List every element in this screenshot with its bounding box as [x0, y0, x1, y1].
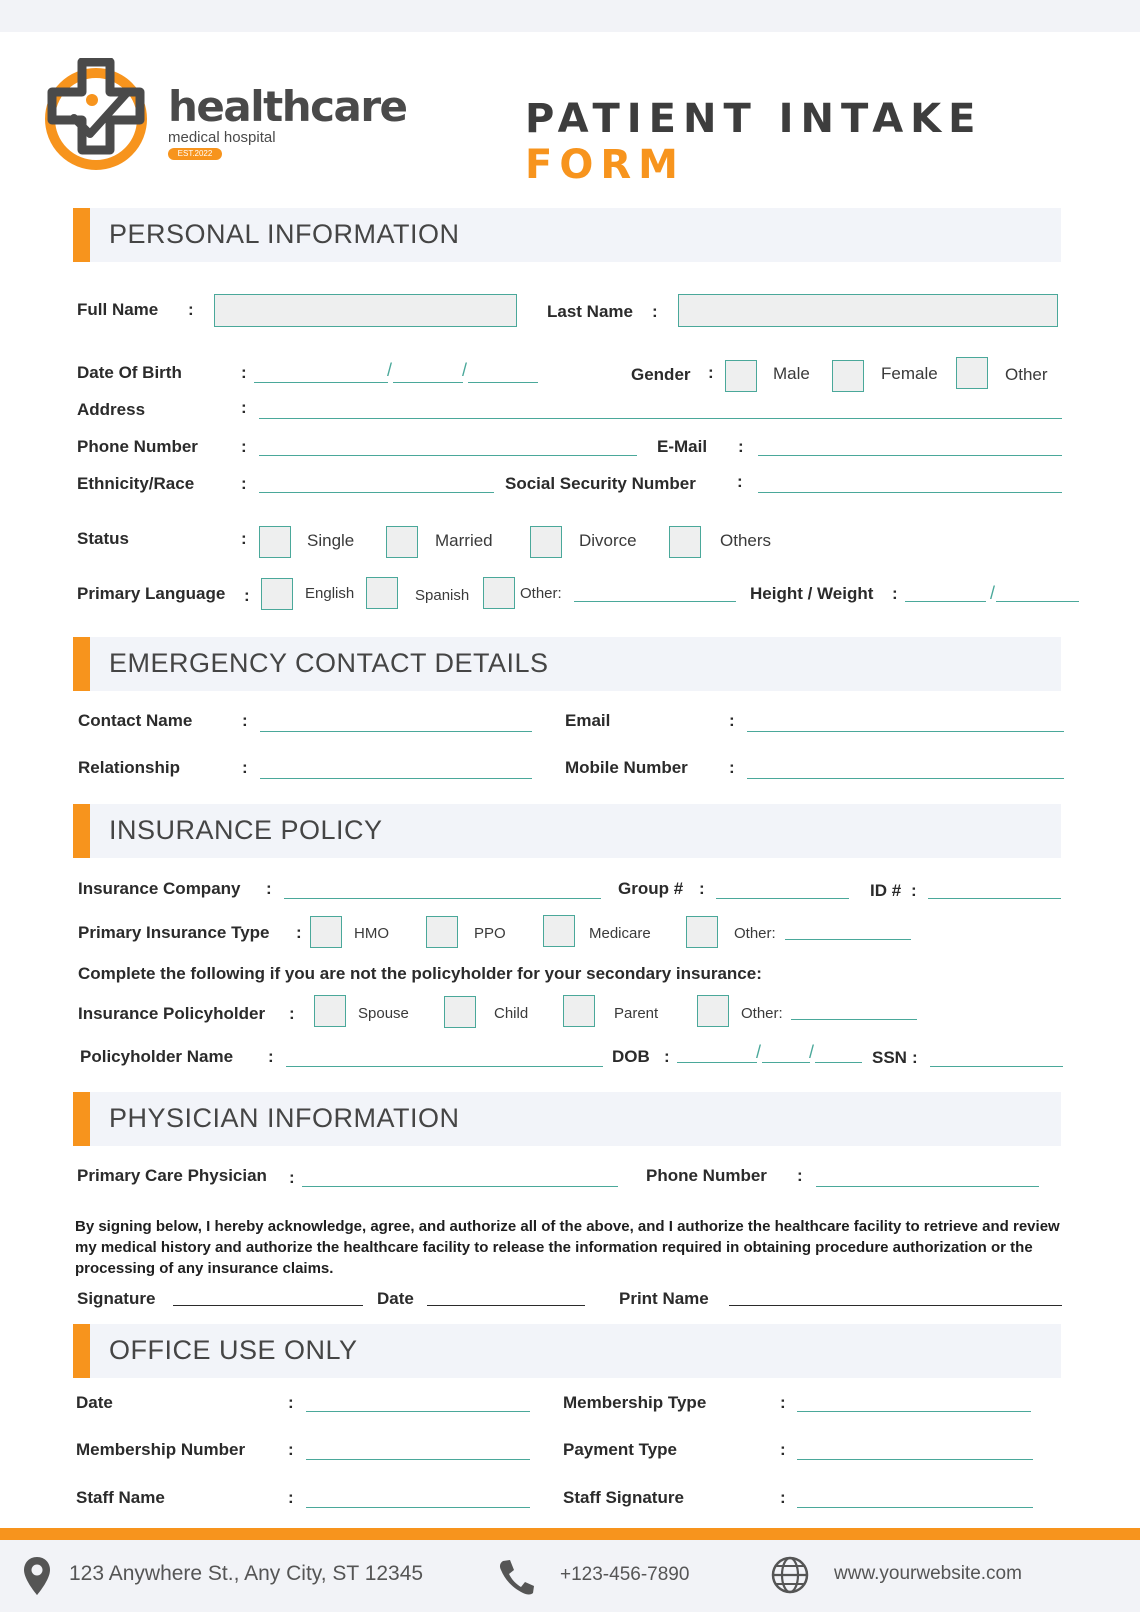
- policyholder-parent-label: Parent: [614, 1005, 659, 1022]
- language-spanish-label: Spanish: [415, 587, 470, 604]
- group-number-field[interactable]: [716, 898, 849, 899]
- gender-label: Gender: [631, 365, 691, 384]
- policyholder-name-field[interactable]: [286, 1066, 603, 1067]
- status-label: Status: [77, 529, 129, 548]
- gender-female-label: Female: [881, 364, 938, 383]
- membership-number-field[interactable]: [306, 1459, 530, 1460]
- primary-care-physician-field[interactable]: [302, 1186, 618, 1187]
- phone-icon: [497, 1558, 537, 1596]
- policyholder-parent-checkbox[interactable]: [563, 995, 595, 1027]
- insurance-other-field[interactable]: [785, 939, 911, 940]
- dob-year-field[interactable]: [468, 382, 538, 383]
- location-pin-icon: [22, 1555, 52, 1597]
- status-single-label: Single: [307, 531, 355, 550]
- gender-male-label: Male: [773, 364, 810, 383]
- status-married-label: Married: [435, 531, 493, 550]
- dob-label: Date Of Birth: [77, 363, 182, 382]
- policyholder-other-checkbox[interactable]: [697, 995, 729, 1027]
- phone-field[interactable]: [259, 455, 637, 456]
- relationship-field[interactable]: [260, 778, 532, 779]
- membership-type-label: Membership Type: [563, 1393, 707, 1412]
- consent-paragraph: By signing below, I hereby acknowledge, agree, and authorize all of the above, and I authorize the healthcare facility to retrieve and review my medical history and authorize the healthcare facility to release the information required in obtaining procedure authorization or the processing of any insurance claims.: [75, 1218, 1060, 1277]
- insurance-medicare-label: Medicare: [589, 925, 651, 942]
- signature-label: Signature: [77, 1289, 156, 1308]
- insurance-ppo-label: PPO: [474, 925, 506, 942]
- policyholder-ssn-field[interactable]: [930, 1066, 1063, 1067]
- relationship-label: Relationship: [78, 758, 181, 777]
- top-band: [0, 0, 1140, 32]
- email-field[interactable]: [758, 455, 1062, 456]
- ethnicity-field[interactable]: [259, 492, 494, 493]
- gender-other-label: Other: [1005, 365, 1048, 384]
- payment-type-label: Payment Type: [563, 1440, 678, 1459]
- footer-address: 123 Anywhere St., Any City, ST 12345: [69, 1562, 424, 1585]
- insurance-other-label: Other:: [734, 925, 776, 942]
- insurance-other-checkbox[interactable]: [686, 916, 718, 948]
- insurance-hmo-label: HMO: [354, 925, 389, 942]
- weight-field[interactable]: [996, 601, 1079, 602]
- payment-type-field[interactable]: [797, 1459, 1033, 1460]
- contact-name-label: Contact Name: [78, 711, 193, 730]
- staff-signature-field[interactable]: [797, 1507, 1033, 1508]
- status-single-checkbox[interactable]: [259, 526, 291, 558]
- section-physician-information: PHYSICIAN INFORMATION: [73, 1092, 1061, 1146]
- address-field[interactable]: [259, 418, 1062, 419]
- group-number-label: Group #: [618, 879, 684, 898]
- insurance-medicare-checkbox[interactable]: [543, 915, 575, 947]
- membership-number-label: Membership Number: [76, 1440, 246, 1459]
- policyholder-dob-year-field[interactable]: [815, 1062, 862, 1063]
- gender-other-checkbox[interactable]: [956, 357, 988, 389]
- language-other-field[interactable]: [574, 601, 736, 602]
- policyholder-dob-label: DOB: [612, 1047, 650, 1066]
- language-english-label: English: [305, 585, 355, 602]
- brand-subtitle: medical hospital: [168, 129, 276, 146]
- print-name-field[interactable]: [729, 1305, 1062, 1306]
- footer-website[interactable]: www.yourwebsite.com: [834, 1563, 1022, 1584]
- staff-name-label: Staff Name: [76, 1488, 165, 1507]
- brand-name: healthcare: [168, 82, 407, 131]
- consent-date-label: Date: [377, 1289, 414, 1308]
- status-divorce-checkbox[interactable]: [530, 526, 562, 558]
- height-weight-label: Height / Weight: [750, 584, 874, 603]
- mobile-number-field[interactable]: [747, 778, 1064, 779]
- policyholder-dob-day-field[interactable]: [762, 1062, 810, 1063]
- status-others-label: Others: [720, 531, 772, 550]
- insurance-type-label: Primary Insurance Type: [78, 923, 270, 942]
- print-name-label: Print Name: [619, 1289, 709, 1308]
- emergency-email-field[interactable]: [747, 731, 1064, 732]
- footer-accent-bar: [0, 1528, 1140, 1540]
- insurance-company-field[interactable]: [284, 898, 601, 899]
- consent-date-field[interactable]: [427, 1305, 585, 1306]
- full-name-input[interactable]: [214, 294, 517, 327]
- language-english-checkbox[interactable]: [261, 578, 293, 610]
- policyholder-spouse-label: Spouse: [358, 1005, 409, 1022]
- insurance-hmo-checkbox[interactable]: [310, 916, 342, 948]
- office-date-label: Date: [76, 1393, 113, 1412]
- staff-name-field[interactable]: [306, 1507, 530, 1508]
- mobile-number-label: Mobile Number: [565, 758, 688, 777]
- full-name-label: Full Name: [77, 300, 159, 319]
- language-other-checkbox[interactable]: [483, 577, 515, 609]
- section-insurance-policy: INSURANCE POLICY: [73, 804, 1061, 858]
- language-spanish-checkbox[interactable]: [366, 577, 398, 609]
- status-others-checkbox[interactable]: [669, 526, 701, 558]
- policyholder-child-checkbox[interactable]: [444, 996, 476, 1028]
- policyholder-child-label: Child: [494, 1005, 529, 1022]
- ssn-field[interactable]: [758, 492, 1062, 493]
- id-number-field[interactable]: [928, 898, 1061, 899]
- height-field[interactable]: [905, 601, 986, 602]
- last-name-label: Last Name: [547, 302, 633, 321]
- section-emergency-contact: EMERGENCY CONTACT DETAILS: [73, 637, 1061, 691]
- email-label: E-Mail: [657, 437, 708, 456]
- gender-male-checkbox[interactable]: [725, 360, 757, 392]
- signature-field[interactable]: [173, 1305, 363, 1306]
- id-number-label: ID #: [870, 881, 902, 900]
- footer-phone[interactable]: +123-456-7890: [560, 1564, 690, 1585]
- primary-language-label: Primary Language: [77, 584, 226, 603]
- policyholder-name-label: Policyholder Name: [80, 1047, 234, 1066]
- policyholder-spouse-checkbox[interactable]: [314, 995, 346, 1027]
- policyholder-label: Insurance Policyholder: [78, 1004, 266, 1023]
- status-married-checkbox[interactable]: [386, 526, 418, 558]
- brand-established: EST.2022: [168, 148, 222, 160]
- secondary-insurance-note: Complete the following if you are not the policyholder for your secondary insurance:: [78, 964, 762, 983]
- section-personal-information: PERSONAL INFORMATION: [73, 208, 1061, 262]
- membership-type-field[interactable]: [797, 1411, 1031, 1412]
- status-divorce-label: Divorce: [579, 531, 637, 550]
- policyholder-other-field[interactable]: [791, 1019, 917, 1020]
- emergency-email-label: Email: [565, 711, 611, 730]
- ssn-label: Social Security Number: [505, 474, 696, 493]
- last-name-input[interactable]: [678, 294, 1058, 327]
- dob-day-field[interactable]: [393, 382, 463, 383]
- office-date-field[interactable]: [306, 1411, 530, 1412]
- section-office-use-only: OFFICE USE ONLY: [73, 1324, 1061, 1378]
- ethnicity-label: Ethnicity/Race: [77, 474, 195, 493]
- page-title: PATIENT INTAKE FORM: [525, 96, 983, 188]
- staff-signature-label: Staff Signature: [563, 1488, 684, 1507]
- gender-female-checkbox[interactable]: [832, 360, 864, 392]
- insurance-ppo-checkbox[interactable]: [426, 916, 458, 948]
- physician-phone-label: Phone Number: [646, 1166, 767, 1185]
- policyholder-other-label: Other:: [741, 1005, 783, 1022]
- phone-label: Phone Number: [77, 437, 198, 456]
- globe-icon: [770, 1555, 810, 1595]
- insurance-company-label: Insurance Company: [78, 879, 241, 898]
- primary-care-physician-label: Primary Care Physician: [77, 1166, 267, 1185]
- physician-phone-field[interactable]: [816, 1186, 1039, 1187]
- contact-name-field[interactable]: [260, 731, 532, 732]
- policyholder-dob-month-field[interactable]: [677, 1062, 757, 1063]
- language-other-label: Other:: [520, 585, 562, 602]
- policyholder-ssn-label: SSN: [872, 1048, 907, 1067]
- dob-month-field[interactable]: [254, 382, 388, 383]
- address-label: Address: [77, 400, 146, 419]
